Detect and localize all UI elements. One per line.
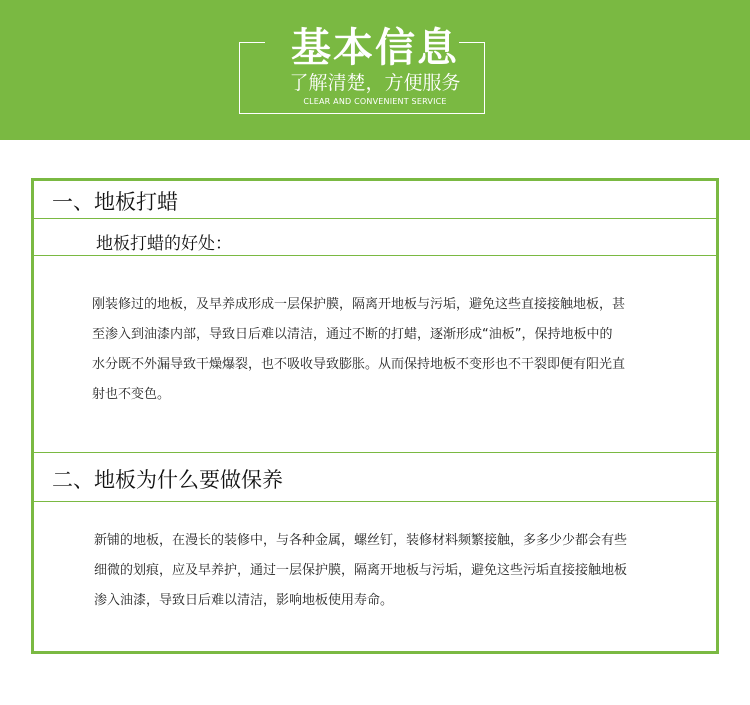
- text-line: 新铺的地板，在漫长的装修中，与各种金属，螺丝钉，装修材料频繁接触，多多少少都会有些: [94, 533, 628, 548]
- text-line: 刚装修过的地板，及早养成形成一层保护膜，隔离开地板与污垢，避免这些直接接触地板，甚: [92, 297, 626, 312]
- section1-title: 一、地板打蜡: [52, 190, 178, 214]
- divider: [34, 452, 716, 453]
- divider: [34, 501, 716, 502]
- page-tagline: CLEAR AND CONVENIENT SERVICE: [303, 97, 447, 106]
- page-title: 基本信息: [291, 25, 459, 71]
- text-line: 射也不变色。: [92, 387, 171, 402]
- section2-title: 二、地板为什么要做保养: [52, 468, 283, 492]
- text-line: 渗入油漆，导致日后难以清洁，影响地板使用寿命。: [94, 593, 394, 608]
- page-subtitle: 了解清楚，方便服务: [289, 72, 461, 94]
- text-line: 至渗入到油漆内部，导致日后难以清洁，通过不断的打蜡，逐渐形成“油板”，保持地板中的: [92, 327, 613, 342]
- text-line: 细微的划痕，应及早养护，通过一层保护膜，隔离开地板与污垢，避免这些污垢直接接触地板: [94, 563, 628, 578]
- section1-body: [92, 290, 625, 410]
- divider: [34, 255, 716, 256]
- divider: [34, 218, 716, 219]
- section2-body: [94, 526, 627, 616]
- section1-subtitle: 地板打蜡的好处：: [96, 234, 232, 254]
- text-line: 水分既不外漏导致干燥爆裂，也不吸收导致膨胀。从而保持地板不变形也不干裂即便有阳光直: [92, 357, 626, 372]
